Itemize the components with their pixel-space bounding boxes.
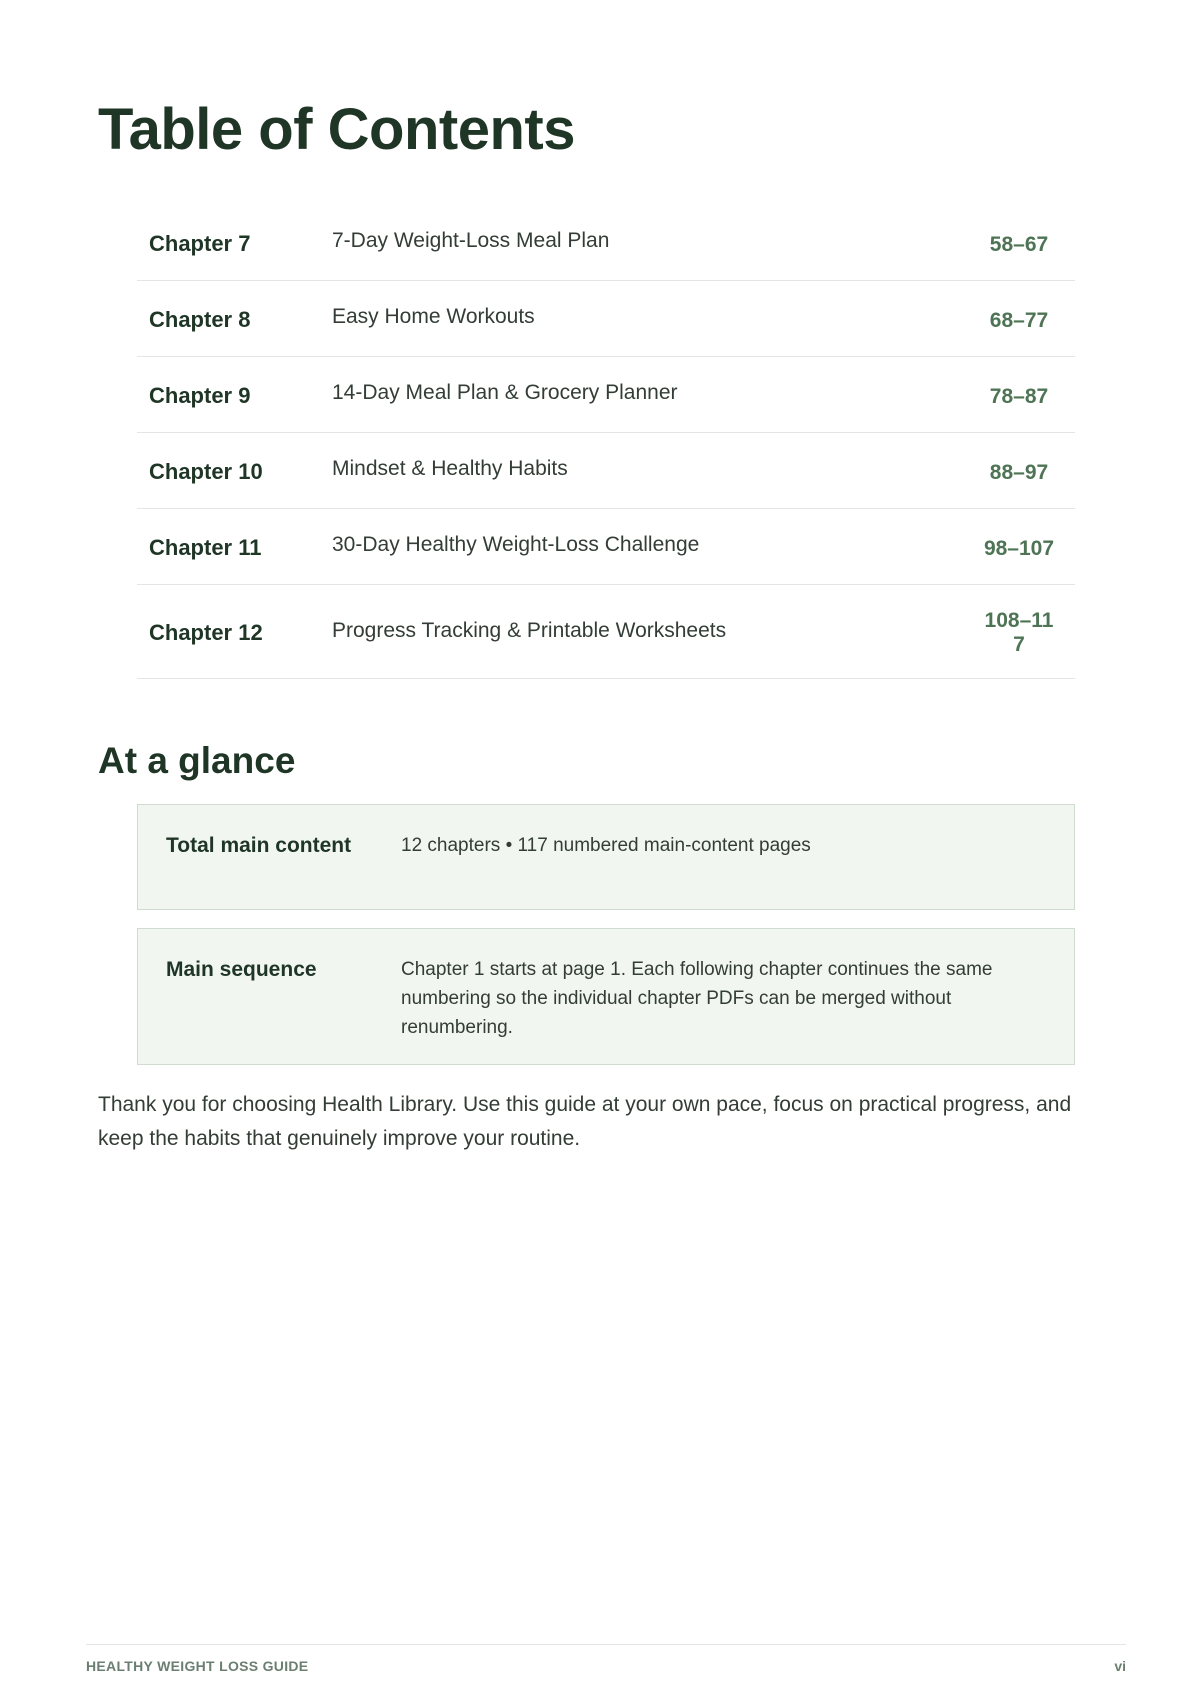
toc-page-range: 108–117 bbox=[984, 609, 1054, 656]
toc-chapter-title: Mindset & Healthy Habits bbox=[332, 457, 568, 480]
toc-chapter-title: Progress Tracking & Printable Worksheets bbox=[332, 619, 727, 642]
footer-page-number: vi bbox=[1114, 1658, 1126, 1674]
footer-divider bbox=[86, 1644, 1126, 1645]
summary-box-main-sequence bbox=[137, 928, 1075, 1065]
summary-value: 12 chapters • 117 numbered main-content pages bbox=[401, 835, 811, 856]
toc-chapter-number: Chapter 7 bbox=[149, 231, 251, 256]
toc-chapter-title: 7-Day Weight-Loss Meal Plan bbox=[332, 229, 610, 252]
toc-row bbox=[137, 585, 1075, 679]
toc-chapter-title: 30-Day Healthy Weight-Loss Challenge bbox=[332, 533, 700, 556]
toc-page-range: 58–67 bbox=[989, 233, 1049, 256]
toc-chapter-number: Chapter 8 bbox=[149, 307, 251, 332]
toc-chapter-number: Chapter 10 bbox=[149, 459, 263, 484]
page-title: Table of Contents bbox=[98, 97, 575, 162]
toc-page-range: 98–107 bbox=[983, 537, 1055, 560]
toc-chapter-number: Chapter 12 bbox=[149, 620, 263, 645]
summary-label: Total main content bbox=[166, 834, 352, 857]
toc-chapter-title: 14-Day Meal Plan & Grocery Planner bbox=[332, 381, 678, 404]
toc-chapter-title: Easy Home Workouts bbox=[332, 305, 535, 328]
summary-label: Main sequence bbox=[166, 958, 317, 981]
summary-box-total-content bbox=[137, 804, 1075, 910]
toc-chapter-number: Chapter 11 bbox=[149, 535, 262, 560]
summary-value: Chapter 1 starts at page 1. Each following chapter continues the same numbering so the individual chapter PDFs can be merged without renumbering. bbox=[401, 959, 993, 1038]
section-heading-at-a-glance: At a glance bbox=[98, 740, 296, 781]
toc-page-range: 78–87 bbox=[989, 385, 1049, 408]
table-of-contents bbox=[137, 205, 1075, 679]
toc-page-range: 88–97 bbox=[989, 461, 1049, 484]
toc-row bbox=[137, 357, 1075, 433]
toc-row bbox=[137, 281, 1075, 357]
footer-book-title: HEALTHY WEIGHT LOSS GUIDE bbox=[86, 1658, 309, 1674]
toc-page-range: 68–77 bbox=[989, 309, 1049, 332]
toc-row bbox=[137, 509, 1075, 585]
toc-row bbox=[137, 205, 1075, 281]
closing-paragraph: Thank you for choosing Health Library. Use this guide at your own pace, focus on practical progress, and keep the habits that genuinely improve your routine. bbox=[98, 1093, 1072, 1150]
toc-chapter-number: Chapter 9 bbox=[149, 383, 251, 408]
toc-row bbox=[137, 433, 1075, 509]
